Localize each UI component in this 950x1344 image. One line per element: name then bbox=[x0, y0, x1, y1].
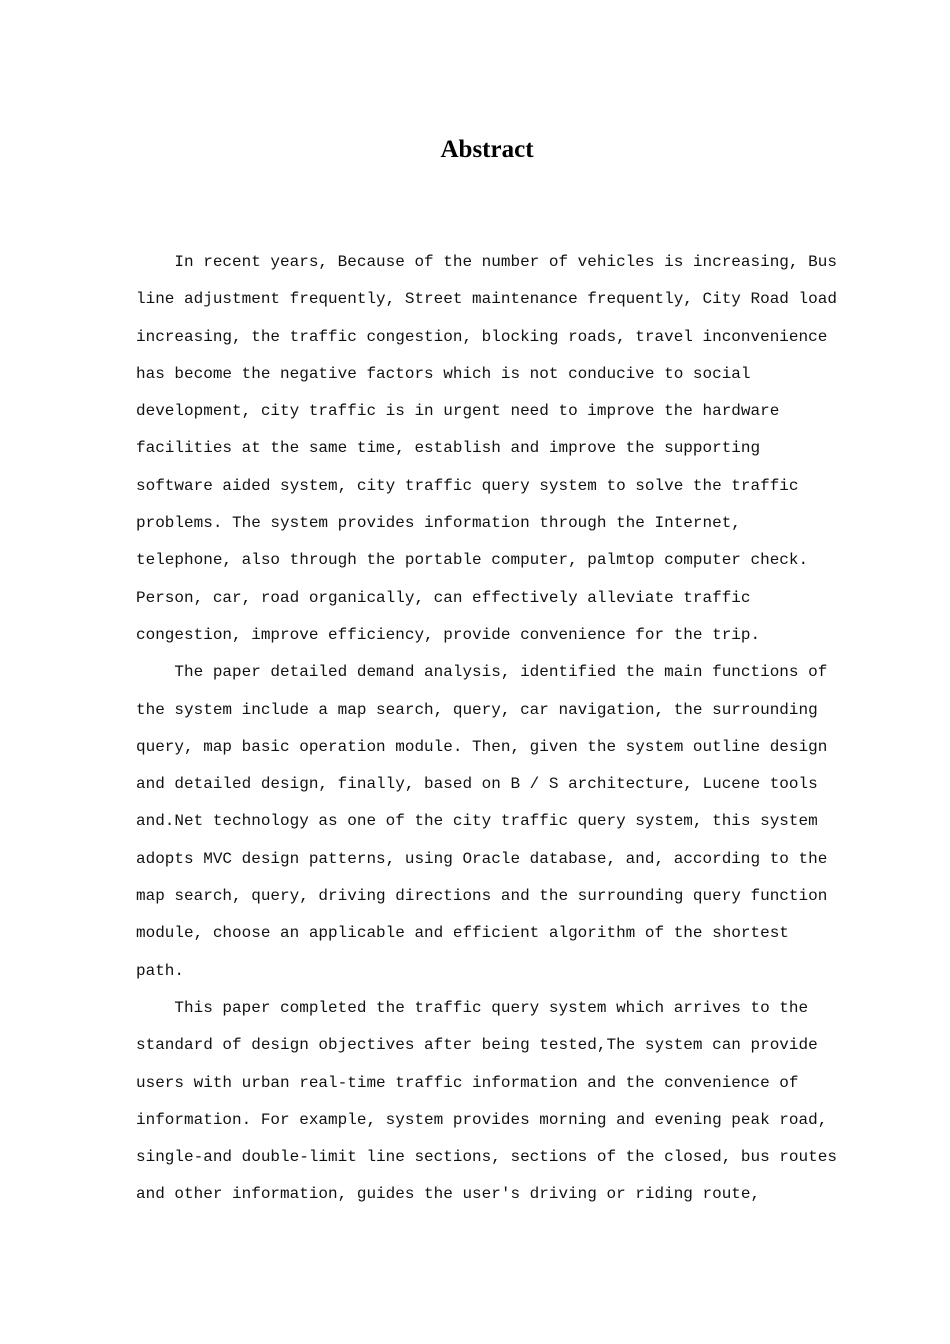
text-line: information. For example, system provides morning and evening peak road, bbox=[136, 1110, 828, 1129]
text-line: This paper completed the traffic query system which arrives to the bbox=[136, 998, 809, 1017]
text-line: module, choose an applicable and efficient algorithm of the shortest bbox=[136, 924, 789, 943]
text-line: and detailed design, finally, based on B / S architecture, Lucene tools bbox=[136, 775, 818, 794]
text-line: and.Net technology as one of the city traffic query system, this system bbox=[136, 812, 818, 831]
text-line: has become the negative factors which is not conducive to social bbox=[136, 364, 751, 383]
text-line: standard of design objectives after being tested,The system can provide bbox=[136, 1036, 818, 1055]
text-line: and other information, guides the user's driving or riding route, bbox=[136, 1185, 761, 1204]
text-line: The paper detailed demand analysis, identified the main functions of bbox=[136, 663, 828, 682]
text-line: query, map basic operation module. Then, given the system outline design bbox=[136, 737, 828, 756]
text-line: development, city traffic is in urgent need to improve the hardware bbox=[136, 402, 780, 421]
text-line: problems. The system provides information through the Internet, bbox=[136, 514, 741, 533]
text-line: telephone, also through the portable computer, palmtop computer check. bbox=[136, 551, 809, 570]
text-line: increasing, the traffic congestion, blocking roads, travel inconvenience bbox=[136, 327, 828, 346]
text-line: software aided system, city traffic query system to solve the traffic bbox=[136, 476, 799, 495]
text-line: adopts MVC design patterns, using Oracle database, and, according to the bbox=[136, 849, 828, 868]
text-line: Person, car, road organically, can effectively alleviate traffic bbox=[136, 588, 751, 607]
text-line: path. bbox=[136, 961, 185, 980]
text-line: users with urban real-time traffic information and the convenience of bbox=[136, 1073, 799, 1092]
text-line: congestion, improve efficiency, provide convenience for the trip. bbox=[136, 625, 761, 644]
text-line: the system include a map search, query, car navigation, the surrounding bbox=[136, 700, 818, 719]
text-line: map search, query, driving directions and the surrounding query function bbox=[136, 887, 828, 906]
text-line: single-and double-limit line sections, sections of the closed, bus routes bbox=[136, 1148, 837, 1167]
text-line: facilities at the same time, establish and improve the supporting bbox=[136, 439, 761, 458]
page-title: Abstract bbox=[440, 136, 534, 163]
text-line: In recent years, Because of the number of vehicles is increasing, Bus bbox=[136, 253, 837, 271]
text-line: line adjustment frequently, Street maintenance frequently, City Road load bbox=[136, 290, 837, 309]
abstract-body bbox=[136, 244, 856, 1214]
